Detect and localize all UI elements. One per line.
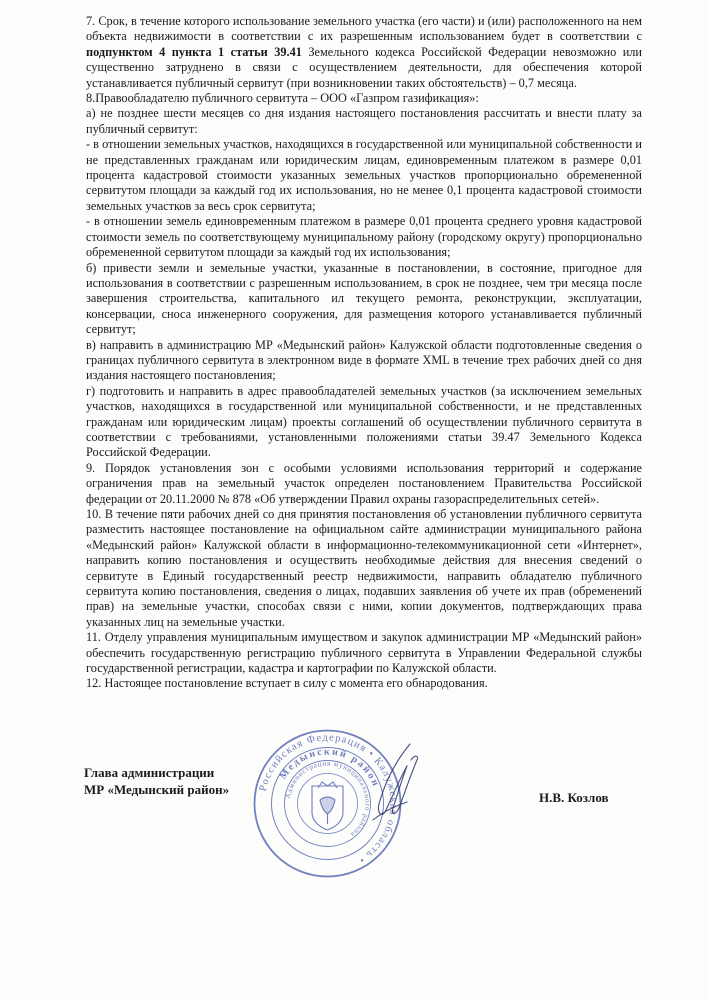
seal-outer-text: Российская Федерация • Калужская область • <box>257 732 399 866</box>
paragraph-12: 12. Настоящее постановление вступает в силу с момента его обнародования. <box>86 676 488 691</box>
paragraph-7-text: 7. Срок, в течение которого использование земельного участка (его части) и (или) расположенного на нем объекта недвижимости в соответствии с их разрешенным использованием будет в соответствии с <box>86 14 642 44</box>
paragraph-7-text-end: Земельного кодекса Российской Федерации невозможно или существенно затруднено в связи с осуществлением деятельности, для обеспечения которой устанавливается публичный сервитут (при возникновении таких обстоятельств) – 0,7 месяца. <box>86 44 642 90</box>
paragraph-10: 10. В течение пяти рабочих дней со дня принятия постановления об установлении публичного сервитута разместить настоящее постановление на официальном сайте администрации муниципального района «Медынский район» Калужской области в информационно-телекоммуникационной сети «Интернет», направить копию постановления и осуществить необходимые действия для внесения сведений о сервитуте в Единый государственный реестр недвижимости, направить обладателю публичного сервитута копию постановления, сведения о лицах, подавших заявления об учете их прав (обременений прав) на земельные участки, способах связи с ними, копии документов, подтверждающих права указанных лиц на земельные участки. <box>86 507 642 629</box>
signatory-title <box>84 764 229 798</box>
paragraph-9: 9. Порядок установления зон с особыми условиями использования территорий и содержание ограничения прав на земельный участок определен постановлением Правительства Российской федерации от 20.11.2000 № 878 «Об утверждении Правил охраны газораспределительных сетей». <box>86 460 642 506</box>
paragraph-8a: а) не позднее шести месяцев со дня издания настоящего постановления рассчитать и внести плату за публичный сервитут: <box>86 106 642 136</box>
paragraph-8: 8.Правообладателю публичного сервитута – ООО «Газпром газификация»: <box>86 91 479 106</box>
paragraph-8a-item-1: - в отношении земельных участков, находящихся в государственной или муниципальной собственности и не представленных гражданам или юридическим лицам, единовременным платежом в размере 0,01 процента кадастровой стоимости указанных земельных участков пропорционально обремененной сервитутом площади за каждый год их использования, но не менее 0,1 процента кадастровой стоимости земельных участков за весь срок сервитута; <box>86 137 642 213</box>
coat-of-arms-icon <box>312 782 343 830</box>
paragraph-11: 11. Отделу управления муниципальным имуществом и закупок администрации МР «Медынский район» обеспечить государственную регистрацию публичного сервитута в Управлении Федеральной службы государственной регистрации, кадастра и картографии по Калужской области. <box>86 630 642 676</box>
paragraph-8v: в) направить в администрацию МР «Медынский район» Калужской области подготовленные сведения о границах публичного сервитута в электронном виде в формате XML в течение трех рабочих дней со дня издания настоящего постановления; <box>86 337 642 383</box>
paragraph-8b: б) привести земли и земельные участки, указанные в постановлении, в состояние, пригодное для использования в соответствии с разрешенным использованием, в срок не позднее, чем три месяца после завершения строительства, капитального ил текущего ремонта, реконструкции, эксплуатации, консервации, сноса инженерного сооружения, для размещения которого устанавливается публичный сервитут; <box>86 260 642 337</box>
document-body <box>86 14 642 692</box>
paragraph-8a-item-2: - в отношении земель единовременным платежом в размере 0,01 процента среднего уровня кадастровой стоимости земель по соответствующему муниципальному району (городскому округу) пропорционально обремененной сервитутом площади за каждый год их использования; <box>86 214 642 260</box>
handwritten-signature <box>355 742 435 824</box>
seal-inner-text: Администрация муниципального района <box>283 759 372 840</box>
signatory-title-line-1: Глава администрации <box>84 765 215 780</box>
paragraph-8g: г) подготовить и направить в адрес правообладателей земельных участков (за исключением земельных участков, находящихся в государственной или муниципальной собственности, и не представленных гражданам или юридическим лицам) проекты соглашений об осуществлении публичного сервитута в соответствии с требованиями, установленными положениями статьи 39.47 Земельного Кодекса Российской Федерации. <box>86 383 642 460</box>
signatory-title-line-2: МР «Медынский район» <box>84 782 230 797</box>
paragraph-7 <box>86 14 642 91</box>
signatory-name: Н.В. Козлов <box>539 790 609 805</box>
paragraph-7-bold: подпунктом 4 пункта 1 статьи 39.41 <box>86 44 302 59</box>
seal-middle-text: Медынский район <box>277 746 382 790</box>
